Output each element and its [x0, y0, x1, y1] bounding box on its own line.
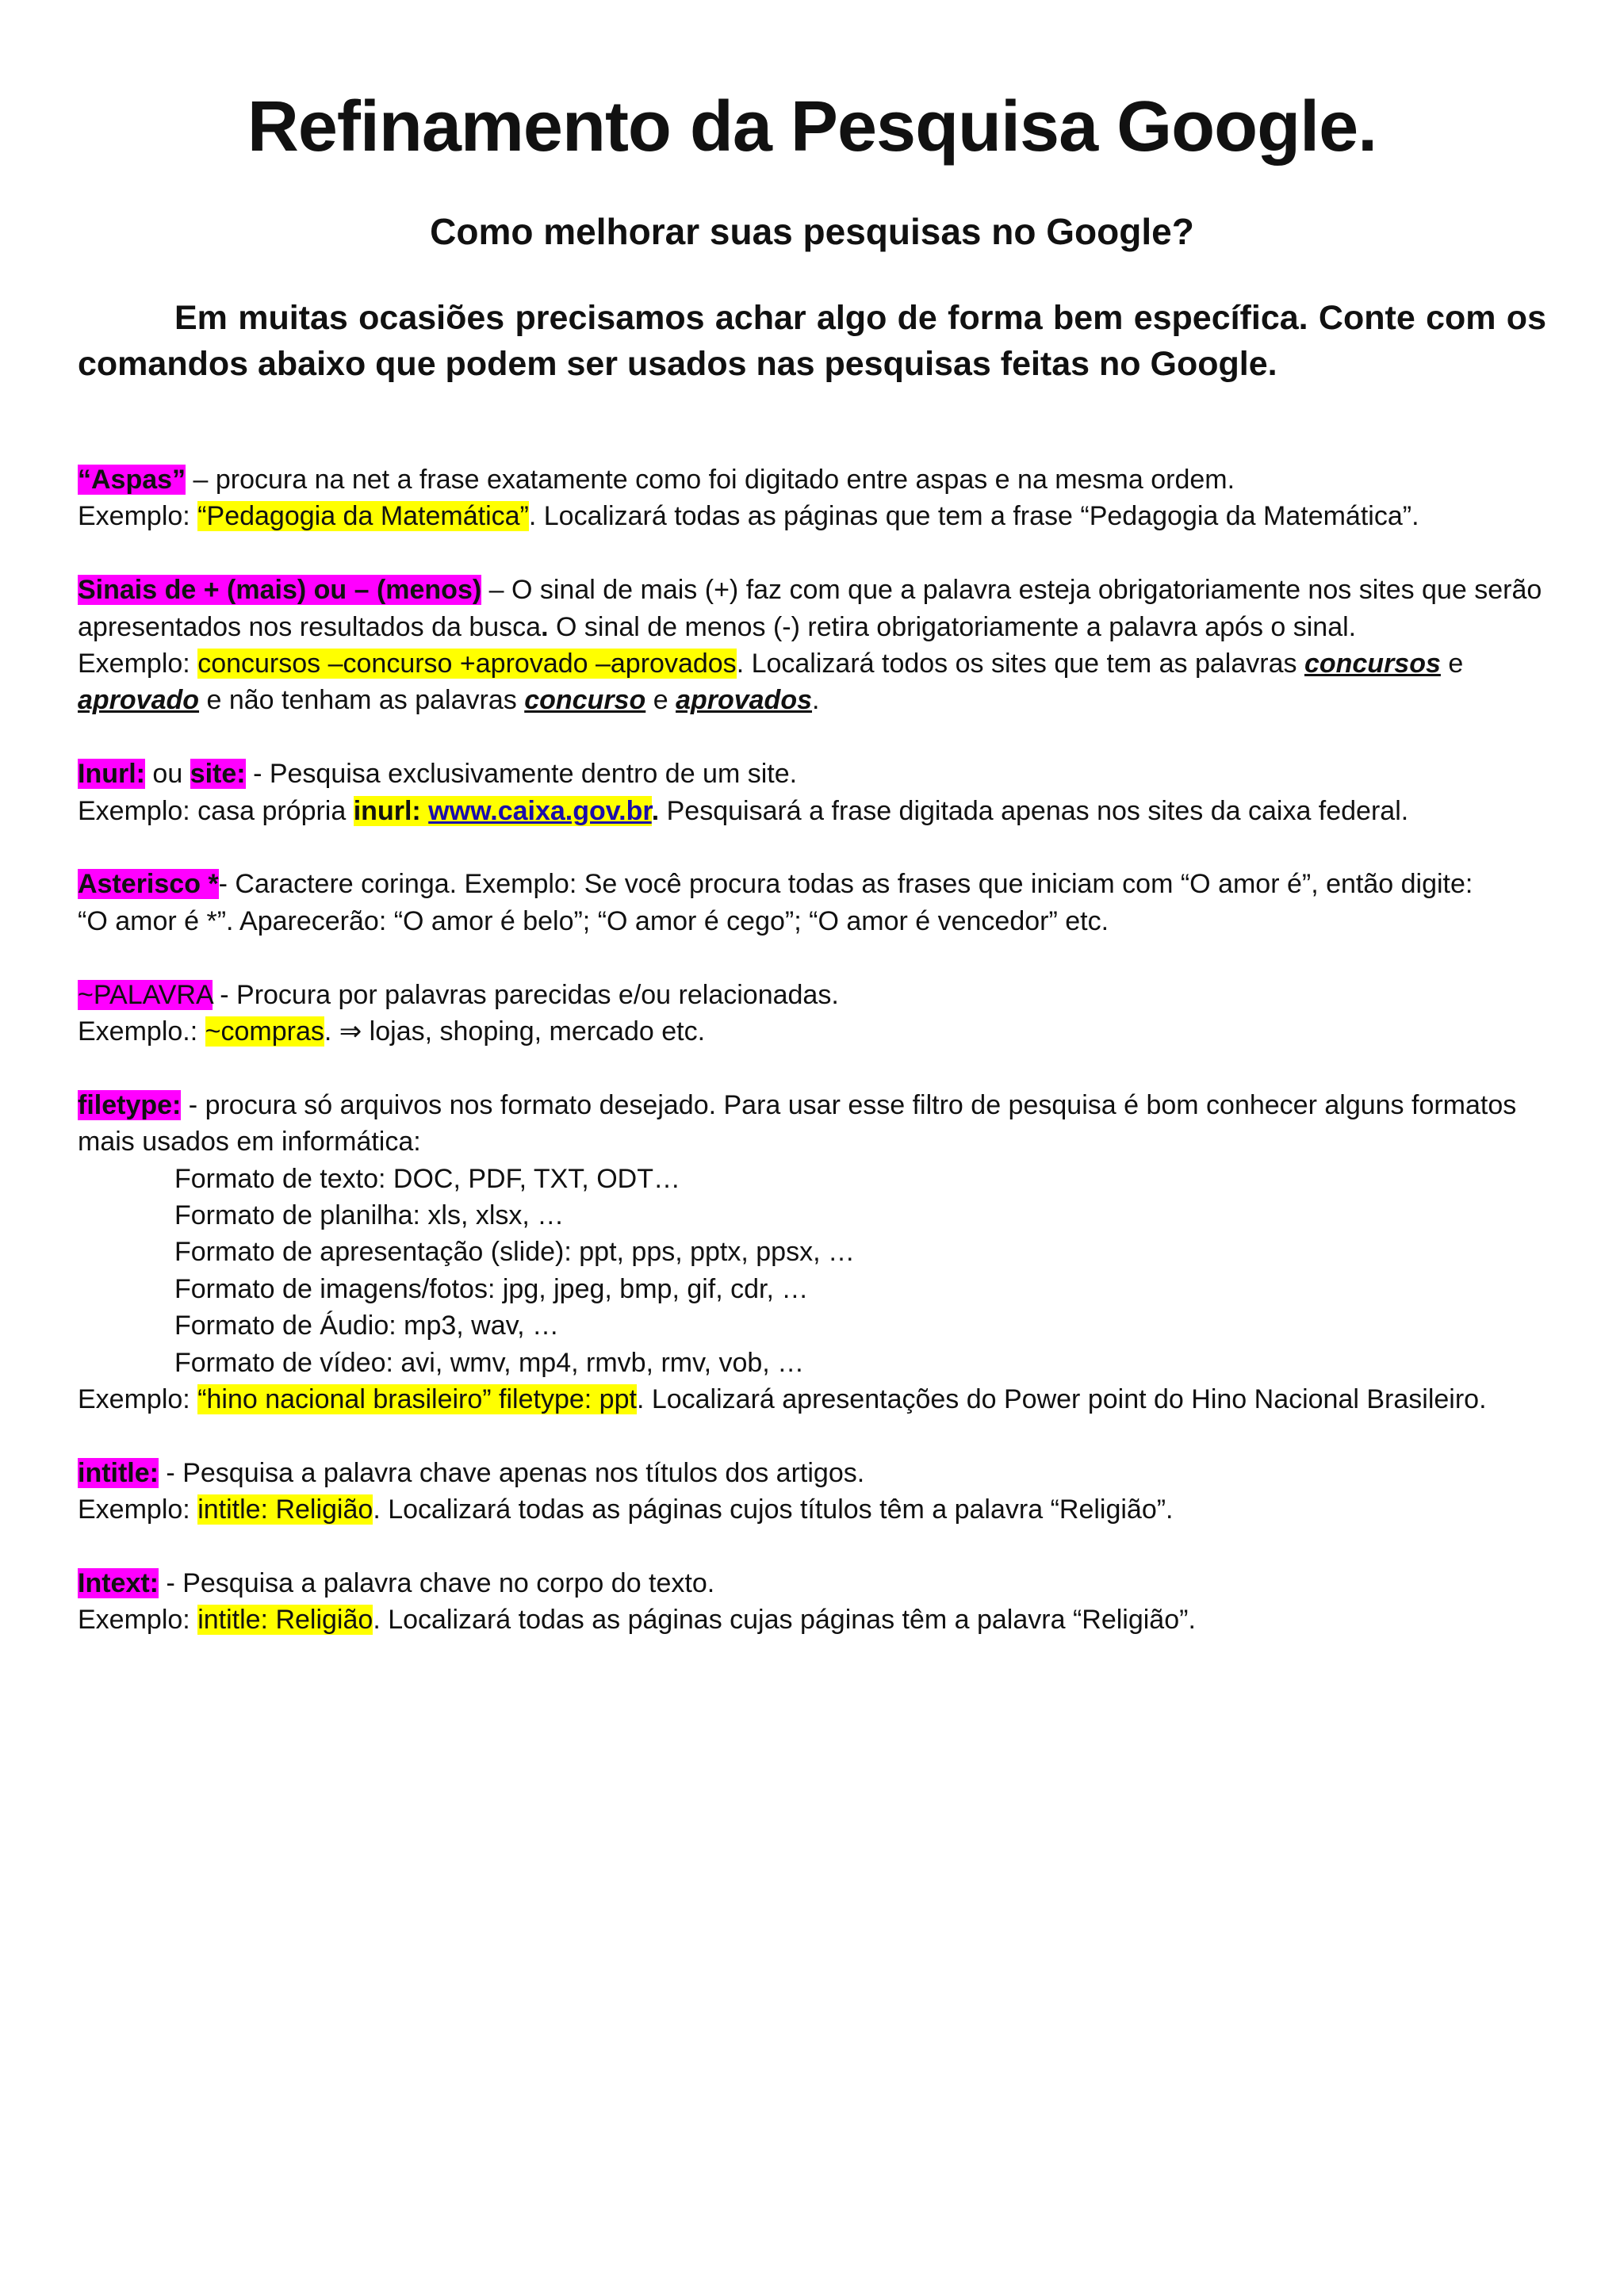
keyword-concurso: concurso	[524, 685, 646, 716]
aspas-example	[78, 498, 1546, 534]
asterisco-desc-1: - Caractere coringa. Exemplo: Se você procura todas as frases que iniciam com “O amor é”, então digite:	[218, 869, 1473, 900]
asterisco-line-2: “O amor é *”. Aparecerão: “O amor é belo”; “O amor é cego”; “O amor é vencedor” etc.	[78, 905, 1109, 936]
aspas-line	[78, 461, 1546, 498]
sinais-line-2	[78, 609, 1546, 645]
intitle-term: intitle:	[78, 1457, 159, 1488]
filetype-line-2: mais usados em informática:	[78, 1127, 421, 1158]
example-label: Exemplo:	[78, 1494, 198, 1525]
sinais-example-query: concursos –concurso +aprovado –aprovados	[197, 649, 737, 679]
intitle-example-query: intitle: Religião	[197, 1494, 373, 1525]
sinais-desc-2a: apresentados nos resultados da busca	[78, 611, 542, 642]
conjunction: e	[645, 685, 676, 716]
sinais-line-1	[78, 572, 1546, 608]
format-item: Formato de vídeo: avi, wmv, mp4, rmvb, rmv, vob, …	[174, 1347, 805, 1378]
inurl-desc: - Pesquisa exclusivamente dentro de um site.	[245, 759, 798, 790]
example-label: Exemplo:	[78, 501, 198, 532]
example-label: Exemplo:	[78, 1384, 198, 1415]
example-label: Exemplo:	[78, 649, 198, 679]
filetype-example-query: “hino nacional brasileiro” filetype: ppt	[197, 1384, 637, 1415]
keyword-aprovados: aprovados	[676, 685, 813, 716]
sinais-example-cont	[78, 682, 1546, 718]
example-label: Exemplo:	[78, 1605, 198, 1636]
or-text: ou	[144, 759, 190, 790]
format-item: Formato de Áudio: mp3, wav, …	[174, 1311, 560, 1341]
intro-paragraph: Em muitas ocasiões precisamos achar algo de forma bem específica. Conte com os comandos abaixo que podem ser usados nas pesquisas feitas no Google.	[78, 299, 1546, 383]
filetype-example-result: . Localizará apresentações do Power point do Hino Nacional Brasileiro.	[636, 1384, 1487, 1415]
filetype-desc-1: - procura só arquivos nos formato desejado. Para usar esse filtro de pesquisa é bom conhecer alguns formatos	[181, 1089, 1517, 1120]
section-intitle	[78, 1455, 1546, 1529]
intitle-line	[78, 1455, 1546, 1491]
section-filetype	[78, 1087, 1546, 1418]
page-title: Refinamento da Pesquisa Google.	[247, 87, 1377, 166]
section-inurl	[78, 756, 1546, 829]
filetype-line-1	[78, 1087, 1546, 1123]
intext-line	[78, 1565, 1546, 1601]
intext-example-result: . Localizará todas as páginas cujas páginas têm a palavra “Religião”.	[373, 1605, 1196, 1636]
intext-example-query: intitle: Religião	[197, 1605, 373, 1636]
period: .	[651, 795, 660, 826]
palavra-line	[78, 977, 1546, 1013]
format-item: Formato de texto: DOC, PDF, TXT, ODT…	[174, 1163, 680, 1194]
inurl-operator: inurl:	[353, 795, 429, 826]
section-sinais	[78, 572, 1546, 719]
sinais-desc-2b: O sinal de menos (-) retira obrigatoriamente a palavra após o sinal.	[548, 611, 1357, 642]
asterisco-term: Asterisco *	[78, 869, 219, 900]
inurl-example-result: Pesquisará a frase digitada apenas nos sites da caixa federal.	[659, 795, 1409, 826]
format-item: Formato de imagens/fotos: jpg, jpeg, bmp, gif, cdr, …	[174, 1273, 809, 1304]
format-item: Formato de apresentação (slide): ppt, pps, pptx, ppsx, …	[174, 1237, 855, 1268]
sinais-term: Sinais de + (mais) ou – (menos)	[78, 575, 482, 606]
inurl-line	[78, 756, 1546, 792]
filetype-term: filetype:	[78, 1089, 182, 1120]
format-item: Formato de planilha: xls, xlsx, …	[174, 1200, 565, 1231]
keyword-aprovado: aprovado	[78, 685, 200, 716]
section-palavra	[78, 977, 1546, 1050]
palavra-example-result: . ⇒ lojas, shoping, mercado etc.	[324, 1016, 706, 1047]
site-term: site:	[190, 759, 246, 790]
aspas-example-result: . Localizará todas as páginas que tem a frase “Pedagogia da Matemática”.	[528, 501, 1419, 532]
example-label: Exemplo.:	[78, 1016, 205, 1047]
caixa-link[interactable]: www.caixa.gov.br	[428, 795, 652, 826]
sinais-mid-text: e não tenham as palavras	[199, 685, 525, 716]
conjunction: e	[1440, 649, 1464, 679]
intitle-desc: - Pesquisa a palavra chave apenas nos títulos dos artigos.	[158, 1457, 865, 1488]
section-aspas	[78, 461, 1546, 535]
aspas-term: “Aspas”	[78, 465, 186, 495]
inurl-term: Inurl:	[78, 759, 145, 790]
palavra-desc: - Procura por palavras parecidas e/ou relacionadas.	[212, 979, 839, 1010]
sinais-dot: .	[541, 611, 549, 642]
inurl-example	[78, 793, 1546, 829]
commands-list	[78, 461, 1546, 1675]
filetype-example	[78, 1381, 1546, 1418]
sinais-example	[78, 645, 1546, 682]
intext-term: Intext:	[78, 1568, 159, 1599]
asterisco-line-1	[78, 866, 1546, 902]
sinais-desc-1: – O sinal de mais (+) faz com que a palavra esteja obrigatoriamente nos sites que serão	[481, 575, 1542, 606]
palavra-example	[78, 1013, 1546, 1050]
keyword-concursos: concursos	[1304, 649, 1441, 679]
inurl-example-query	[354, 796, 652, 826]
section-asterisco	[78, 866, 1546, 939]
intitle-example	[78, 1491, 1546, 1528]
page-subtitle: Como melhorar suas pesquisas no Google?	[430, 211, 1194, 252]
palavra-term: ~PALAVRA	[78, 979, 213, 1010]
sinais-example-result: . Localizará todos os sites que tem as palavras	[736, 649, 1304, 679]
intext-example	[78, 1601, 1546, 1638]
section-intext	[78, 1565, 1546, 1639]
intitle-example-result: . Localizará todas as páginas cujos títulos têm a palavra “Religião”.	[373, 1494, 1174, 1525]
aspas-desc: – procura na net a frase exatamente como foi digitado entre aspas e na mesma ordem.	[186, 465, 1235, 495]
period: .	[812, 685, 820, 716]
aspas-example-query: “Pedagogia da Matemática”	[197, 501, 529, 532]
example-label: Exemplo: casa própria	[78, 795, 354, 826]
intext-desc: - Pesquisa a palavra chave no corpo do texto.	[159, 1568, 715, 1599]
palavra-example-query: ~compras	[205, 1016, 324, 1047]
